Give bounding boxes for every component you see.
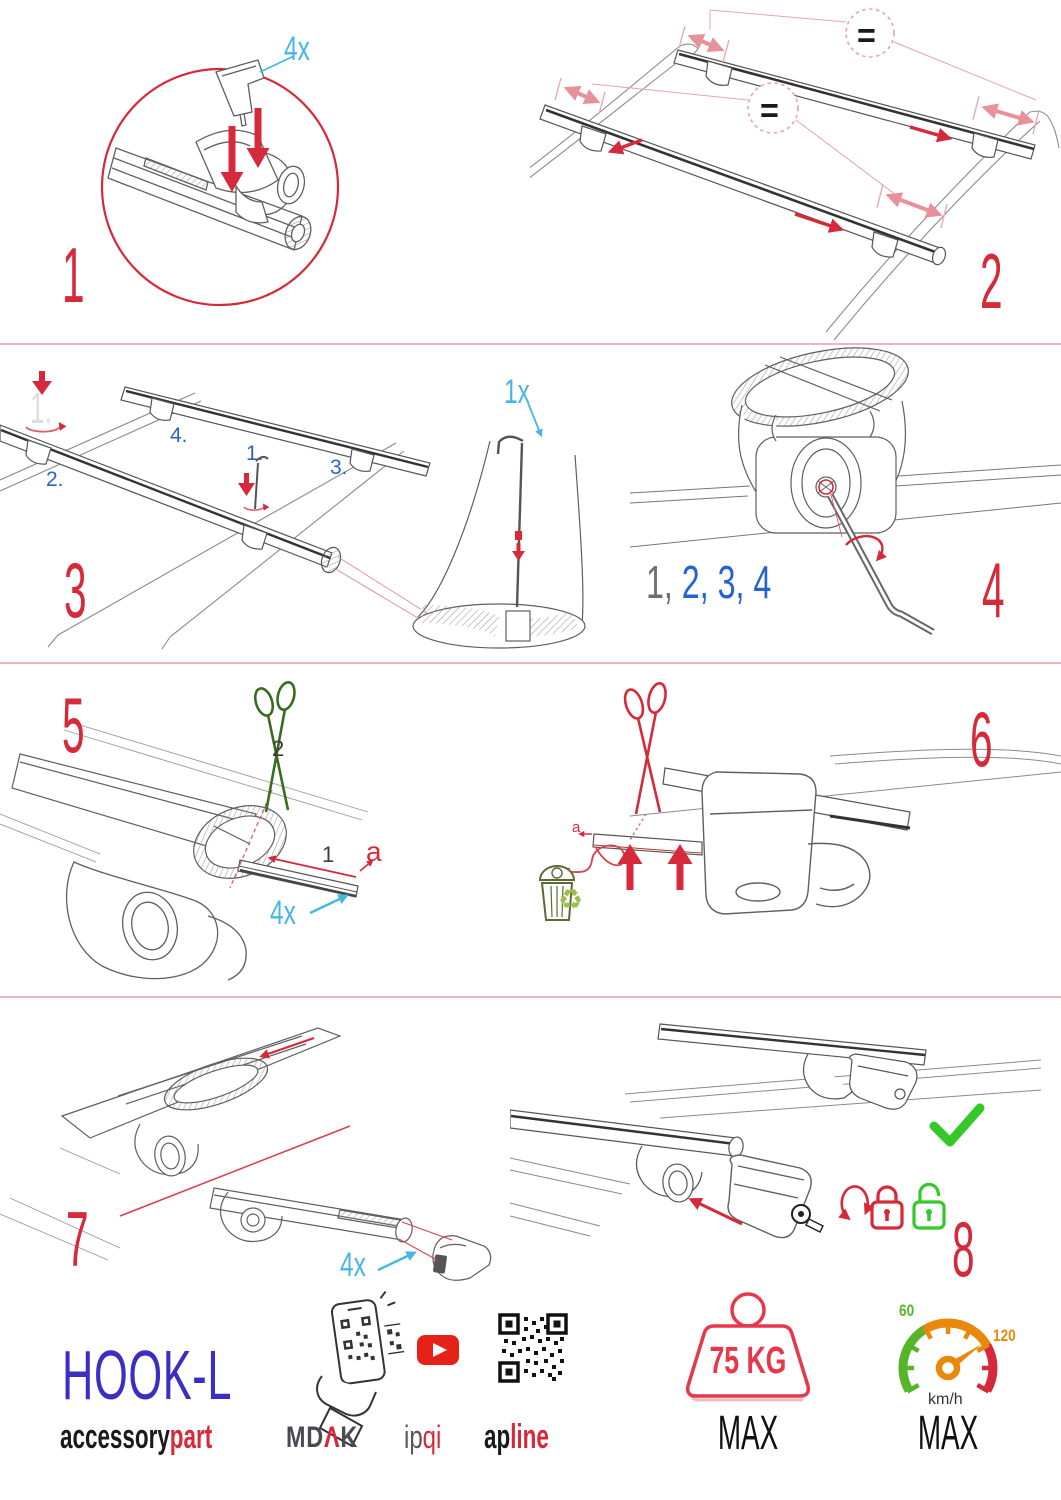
quantity-label: 4x (270, 894, 296, 932)
part-a-label: a (366, 836, 382, 867)
check-icon (934, 1108, 980, 1142)
substep-2-label: 2. (46, 468, 64, 491)
qr-code (500, 1315, 566, 1381)
step-1-panel (0, 0, 530, 343)
partner-logo-ipqi: ipqi (404, 1419, 442, 1455)
product-name: HOOK-L (62, 1336, 233, 1414)
brand-logo (60, 1420, 212, 1454)
insert-order-label: 1 (322, 842, 335, 867)
foot-pod-drawing (725, 345, 916, 533)
rotate-step-ghost-number: 1. (30, 384, 53, 433)
clamp-claw-drawing (67, 862, 247, 980)
rubber-strip-part (238, 860, 358, 897)
part-a-label: a (572, 819, 581, 836)
step-number: 5 (62, 681, 84, 769)
locked-padlock-icon (872, 1187, 902, 1228)
substep-4-label: 4. (170, 424, 188, 447)
footer (0, 1280, 1061, 1500)
quantity-label: 4x (340, 1246, 366, 1284)
youtube-icon (417, 1335, 459, 1365)
installed-view-drawing (625, 1024, 1041, 1142)
slide-arrows-icon (612, 127, 948, 229)
recycle-icon: ♻ (558, 884, 584, 915)
sequence-blue: 2, 3, 4 (672, 556, 772, 608)
speed-60-label: 60 (899, 1301, 915, 1320)
step-8-drawing (510, 998, 1061, 1310)
equal-sign: = (760, 92, 779, 130)
bar-cutaway-drawing (413, 437, 585, 648)
step-2-panel (530, 0, 1061, 343)
weight-value: 75 KG (709, 1340, 787, 1382)
step-number: 4 (982, 546, 1004, 634)
partner-logo-apline: apline (484, 1418, 549, 1456)
speed-max-label: MAX (917, 1407, 979, 1460)
partner-logo-mdak: MDΛK (286, 1421, 359, 1454)
step-number: 8 (952, 1205, 974, 1293)
step-3-panel (0, 345, 640, 662)
bar-channel-drawing (0, 1028, 340, 1260)
speedometer-icon (901, 1321, 995, 1392)
substep-1-label: 1. (246, 442, 264, 465)
substep-3-label: 3. (330, 456, 348, 479)
step-number: 3 (64, 546, 86, 634)
discard-squiggle-icon (564, 845, 625, 872)
speed-unit-label: km/h (928, 1391, 963, 1408)
step-8-panel (510, 998, 1061, 1310)
scan-qr-phone-icon (330, 1290, 407, 1384)
step-number: 6 (970, 695, 992, 783)
quantity-label: 1x (504, 373, 530, 411)
weight-max-label: MAX (717, 1407, 779, 1460)
lock-cover-drawing (510, 1110, 868, 1238)
clamp-bracket-drawing (702, 772, 870, 914)
step-4-panel (630, 345, 1061, 662)
quantity-label: 4x (284, 30, 310, 68)
equal-sign: = (857, 17, 876, 55)
brand-black-part: accessory (60, 1418, 170, 1456)
speed-120-label: 120 (993, 1326, 1016, 1345)
cut-order-label: 2 (272, 736, 285, 761)
step-7-panel (0, 998, 530, 1310)
step-6-panel (530, 664, 1061, 996)
sequence-gray: 1, (646, 556, 673, 608)
sequence-label (646, 556, 772, 608)
step-number: 2 (980, 237, 1002, 325)
brand-red-part: part (169, 1418, 213, 1456)
scissors-icon (622, 682, 669, 814)
step-3-drawing (0, 345, 640, 662)
step-number: 7 (66, 1195, 88, 1283)
unlocked-padlock-icon (914, 1184, 944, 1228)
step-number: 1 (62, 231, 84, 319)
step-5-panel (0, 664, 530, 996)
